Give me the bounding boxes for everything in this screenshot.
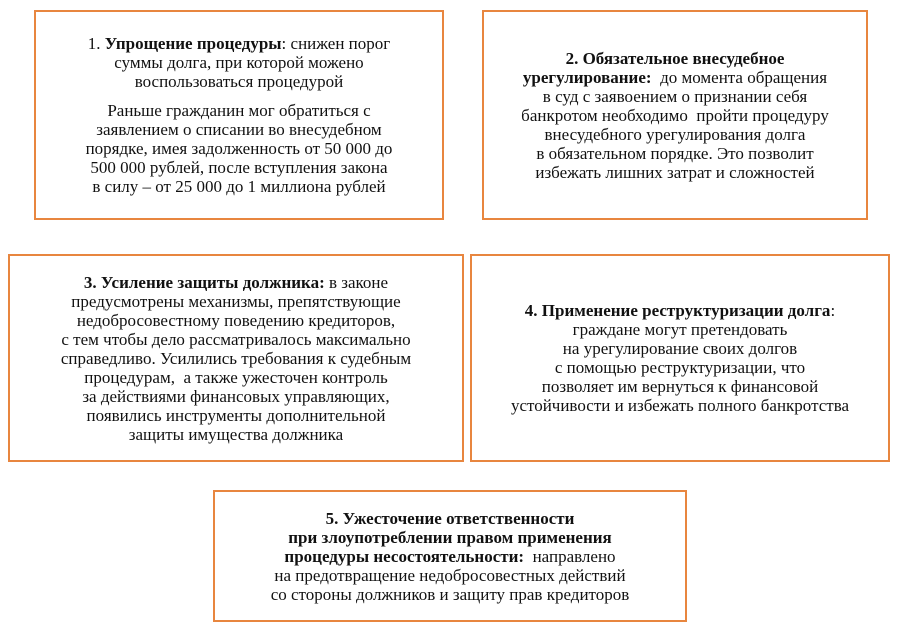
box3-line: за действиями финансовых управляющих, — [82, 386, 390, 406]
box5-text — [271, 509, 630, 604]
box2-line: в суд с заявоением о признании себя — [542, 86, 808, 106]
box3-heading-line — [61, 273, 411, 292]
box2-line: в обязательном порядке. Это позволит — [536, 143, 814, 163]
box4-heading-line — [511, 301, 849, 320]
box2-line: внесудебного урегулирования долга — [544, 124, 806, 144]
box1-p2-line: Раньше гражданин мог обратиться с — [107, 101, 371, 120]
box2-text — [521, 49, 829, 182]
box4-line: с помощью реструктуризации, что — [554, 358, 806, 377]
box5-title-tail: направлено — [524, 546, 616, 566]
box1-p2-line: порядке, имея задолженность от 50 000 до — [85, 139, 393, 158]
box2-line: банкротом необходимо пройти процедуру — [521, 105, 829, 125]
box1-p2-line: 500 000 рублей, после вступления закона — [90, 158, 388, 177]
box2-title-tail: до момента обращения — [651, 67, 828, 87]
box1-heading-line — [88, 34, 391, 53]
box5-line: со стороны должников и защиту прав кредиторов — [270, 584, 630, 604]
box3-line: процедурам, а также ужесточен контроль — [84, 367, 388, 387]
box-debtor-protection — [8, 254, 464, 462]
box5-title-cont: процедуры несостоятельности: — [284, 546, 525, 566]
box3-line: с тем чтобы дело рассматривалось максимально — [61, 329, 411, 349]
box4-title: 4. Применение реструктуризации долга — [524, 301, 831, 320]
box3-title: 3. Усиление защиты должника: — [83, 272, 325, 292]
box4-title-tail: : — [830, 301, 836, 320]
box1-title: Упрощение процедуры — [104, 34, 282, 53]
box2-title-line2 — [521, 68, 829, 87]
box1-p2-line: в силу – от 25 000 до 1 миллиона рублей — [92, 177, 386, 196]
box5-line: на предотвращение недобросовестных действий — [274, 565, 626, 585]
box-mandatory-out-of-court — [482, 10, 868, 220]
box1-title-tail: : снижен порог — [281, 34, 391, 53]
box3-line: недобросовестному поведению кредиторов, — [76, 310, 396, 330]
box3-line: защиты имущества должника — [128, 424, 344, 444]
box1-paragraph2 — [86, 101, 393, 196]
box1-line: суммы долга, при которой можено — [114, 53, 364, 72]
box4-text — [511, 301, 849, 415]
box5-title-line3 — [271, 547, 630, 566]
box-restructuring — [470, 254, 890, 462]
box4-line: устойчивости и избежать полного банкротства — [510, 396, 850, 415]
box3-title-tail: в законе — [324, 272, 389, 292]
box-simplification — [34, 10, 444, 220]
box3-line: появились инструменты дополнительной — [86, 405, 386, 425]
box3-line: справедливо. Усилились требования к судебным — [60, 348, 412, 368]
box5-title: при злоупотреблении правом применения — [288, 527, 612, 547]
box2-title-cont: урегулирование: — [522, 67, 652, 87]
box2-line: избежать лишних затрат и сложностей — [535, 162, 815, 182]
box1-line: воспользоваться процедурой — [134, 72, 344, 91]
box4-line: на урегулирование своих долгов — [562, 339, 798, 358]
box1-p2-line: заявлением о списании во внесудебном — [96, 120, 382, 139]
box1-paragraph1 — [88, 34, 391, 91]
box3-text — [61, 273, 411, 444]
box4-line: позволяет им вернуться к финансовой — [541, 377, 819, 396]
box1-number: 1. — [87, 34, 105, 53]
box2-title: 2. Обязательное внесудебное — [565, 48, 785, 68]
box5-title: 5. Ужесточение ответственности — [325, 508, 575, 528]
box4-line: граждане могут претендовать — [572, 320, 788, 339]
box3-line: предусмотрены механизмы, препятствующие — [71, 291, 401, 311]
box-liability-tightening — [213, 490, 687, 622]
